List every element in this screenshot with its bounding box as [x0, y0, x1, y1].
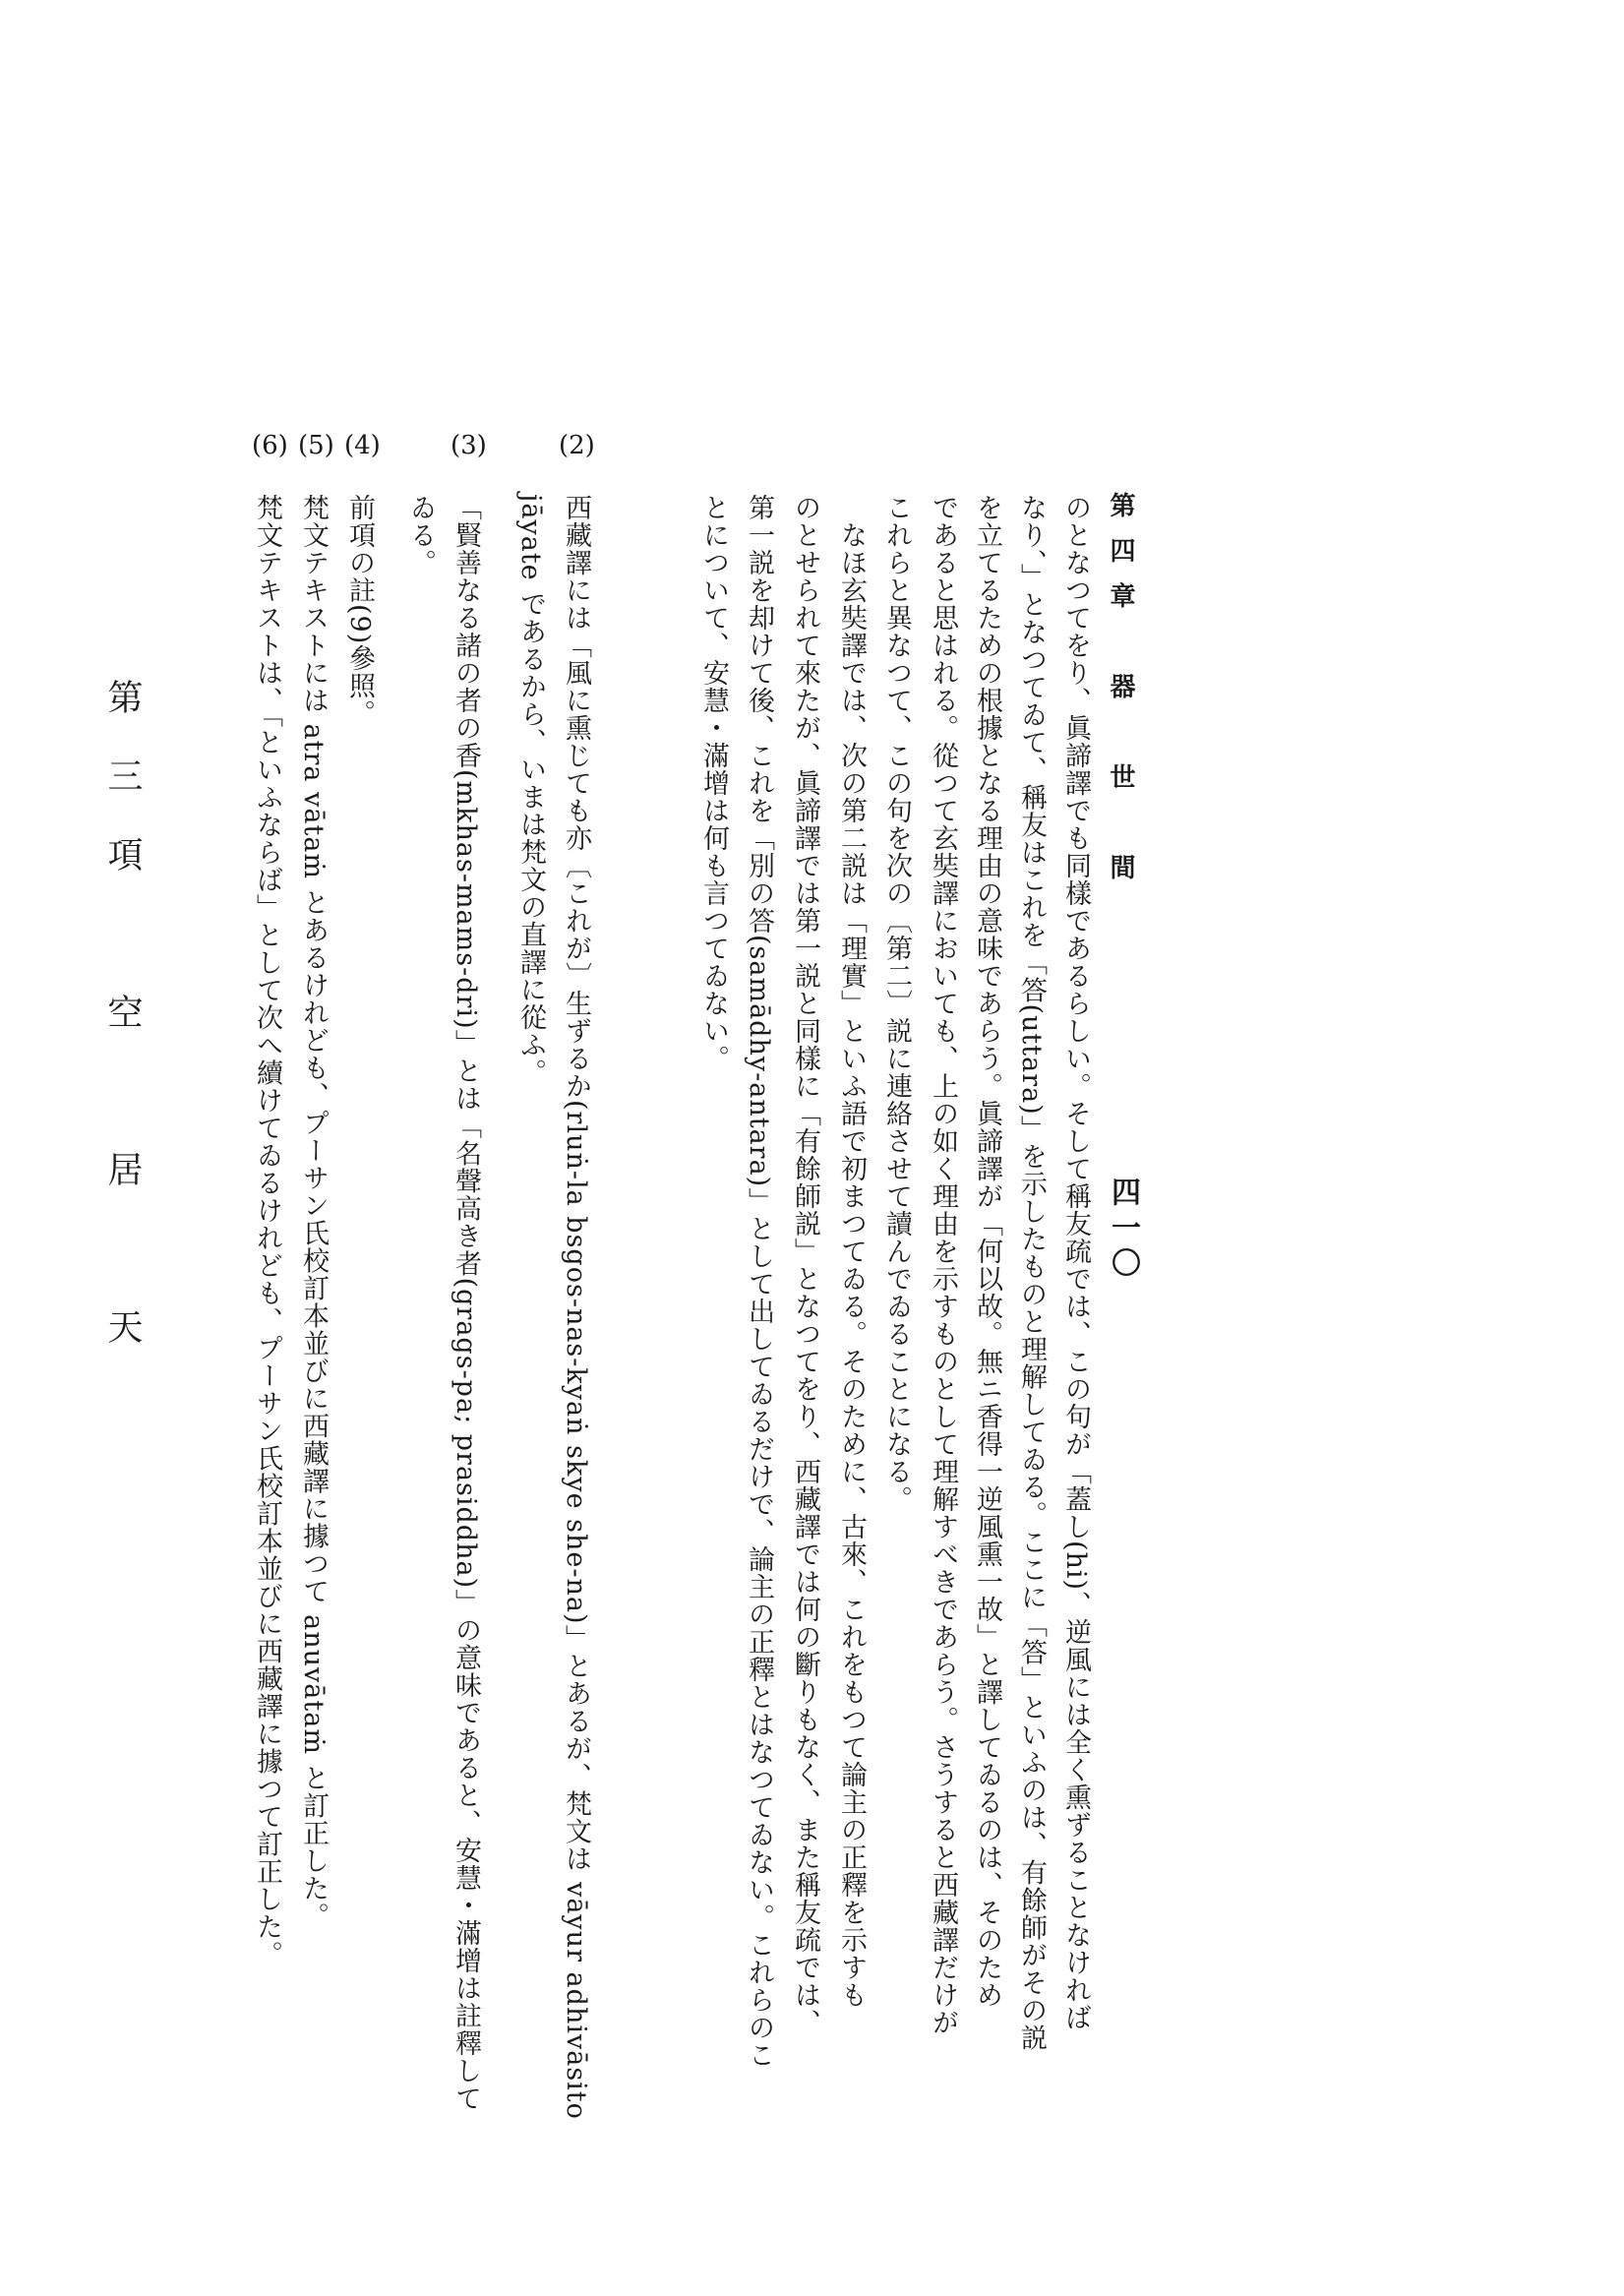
- note-line: 前項の註(9)參照。: [344, 494, 375, 728]
- note-line: ゐる。: [405, 494, 436, 576]
- note-line: jāyate であるから、いまは梵文の直譯に從ふ。: [515, 494, 546, 1087]
- note-line: 西藏譯には「風に熏じても亦〔これが〕生ずるか(rluṅ-la bsgos-nas-kyaṅ skye she-na)」とあるが、梵文は vāyur adhivāsito: [561, 494, 591, 2120]
- note-line: 「賢善なる諸の者の香(mkhas-mams-dri)」とは「名聲高き者(grags-pa; prasiddha)」の意味であると、安慧・滿增は註釋して: [451, 494, 481, 2113]
- note-line: 梵文テキストには atra vātaṁ とあるけれども、プーサン氏校訂本並びに西藏譯に據つて anuvātaṁ と訂正した。: [298, 494, 329, 1930]
- body-line: のとせられて來たが、眞諦譯では第一説と同樣に「有餘師説」となつてをり、西藏譯では何の斷りもなく、また稱友疏では、: [790, 494, 820, 2036]
- body-line: 第一説を却けて後、これを「別の答(samādhy-antara)」として出してゐるだけで、論主の正釋とはなつてゐない。これらのこ: [744, 494, 774, 2070]
- note-marker: (6): [252, 431, 288, 460]
- page-number: 四一〇: [1106, 1177, 1140, 1283]
- body-line: のとなつてをり、眞諦譯でも同樣であるらしい。そして稱友疏では、この句が「蓋し(hi)、逆風には全く熏ずることなければ: [1060, 494, 1091, 2032]
- body-line: なり、」となつてゐて、稱友はこれを「答(uttara)」を示したものと理解してゐる。ここに「答」といふのは、有餘師がその説: [1016, 494, 1047, 2052]
- body-line: を立てるための根據となる理由の意味であらう。眞諦譯が「何以故。無ニ香得一逆風熏一故」と譯してゐるのは、そのため: [972, 494, 1002, 2009]
- note-line: 梵文テキストは、「といふならば」として次へ續けてゐるけれども、プーサン氏校訂本並びに西藏譯に據つて訂正した。: [252, 494, 282, 1968]
- note-marker: (4): [344, 431, 381, 460]
- note-marker: (2): [559, 431, 595, 460]
- body-line: なほ玄奘譯では、次の第二説は「理實」といふ語で初まつてゐる。そのために、古來、これをもつて論主の正釋を示すも: [836, 494, 867, 2009]
- running-title: 第四章 器 世 間: [1106, 492, 1135, 899]
- body-line: とについて、安慧・滿增は何も言つてゐない。: [698, 494, 729, 1072]
- body-line: これらと異なつて、この句を次の〔第二〕説に連絡させて讀んでゐることになる。: [881, 494, 912, 1513]
- section-title: 第三項 空 居 天: [102, 679, 143, 1387]
- note-marker: (5): [298, 431, 334, 460]
- note-marker: (3): [451, 431, 487, 460]
- body-line: であると思はれる。從つて玄奘譯においても、上の如く理由を示すものとして理解すべきであらう。さうすると西藏譯だけが: [928, 494, 958, 2036]
